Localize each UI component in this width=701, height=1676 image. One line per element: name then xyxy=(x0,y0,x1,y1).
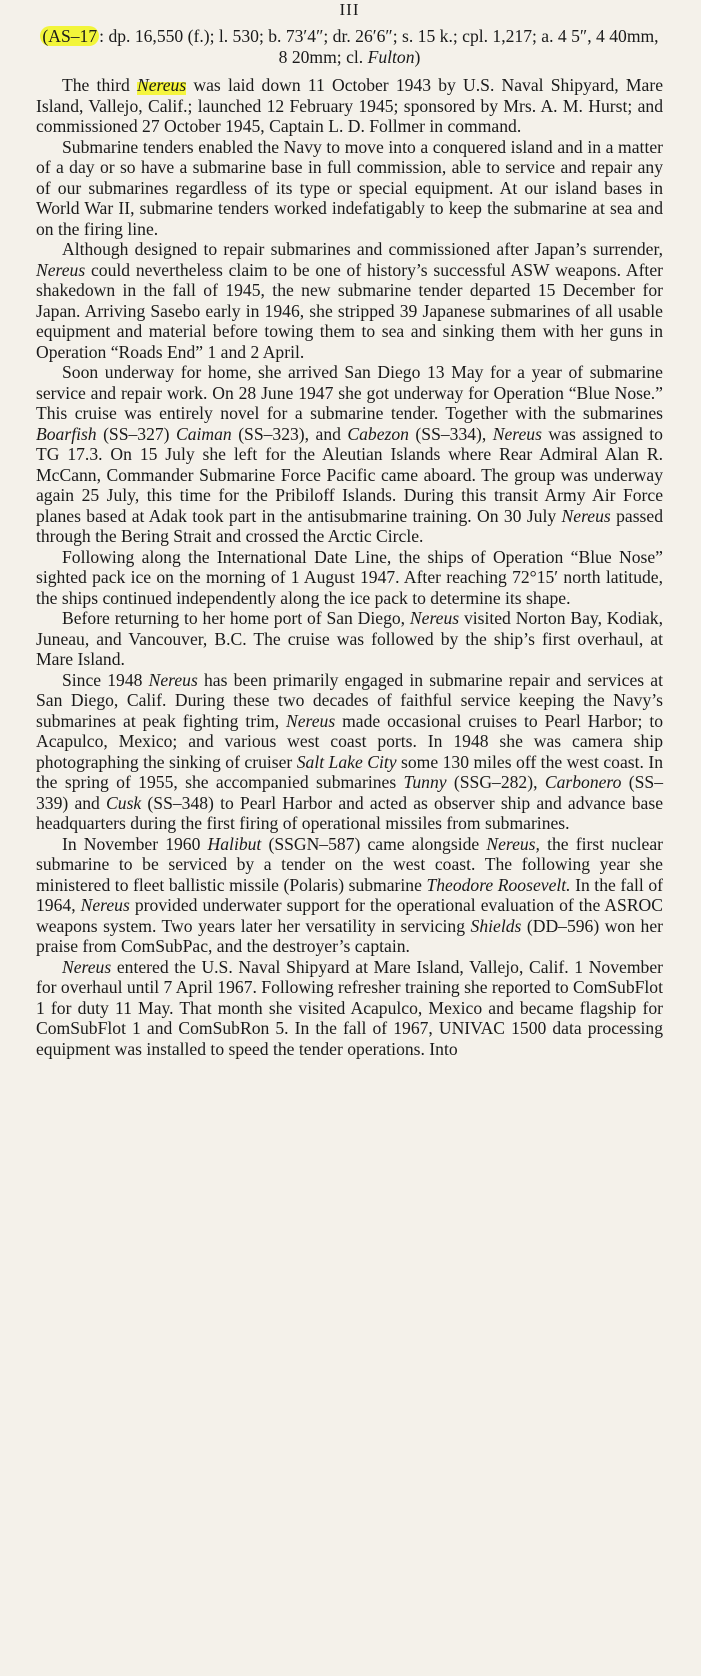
specs-text: : dp. 16,550 (f.); l. 530; b. 73′4″; dr. 26′6″; s. 15 k.; cpl. 1,217; a. 4 5″, 4 40mm, 8 20mm; cl. xyxy=(99,26,659,67)
ship-name-highlight: Nereus xyxy=(137,75,187,95)
paragraph-4 xyxy=(36,362,663,547)
paragraph-2: Submarine tenders enabled the Navy to move into a conquered island and in a matter of a day or so have a submarine base in full commission, able to service and repair any of our submarines regardless of its type or special equipment. At our island bases in World War II, submarine tenders worked indefatigably to keep the submarine at sea and on the firing line. xyxy=(36,136,663,239)
text-run: In the fall of 1964, xyxy=(36,874,663,915)
text-run: visited Norton Bay, Kodiak, Juneau, and Vancouver, B.C. The cruise was followed by the ship’s first overhaul, at Mare Island. xyxy=(36,608,663,669)
text-run: was laid down 11 October 1943 by U.S. Naval Shipyard, Mare Island, Vallejo, Calif.; launched 12 February 1945; sponsored by Mrs. A. M. Hurst; and commissioned 27 October 1945, Captain L. D. Follmer in command. xyxy=(36,75,663,136)
text-run: Before returning to her home port of San Diego, xyxy=(62,608,410,628)
ship-name: Nereus, xyxy=(486,833,540,854)
ship-name: Nereus xyxy=(80,895,130,915)
ship-name: Nereus xyxy=(561,505,611,526)
ship-name: Cabezon xyxy=(347,423,409,444)
paragraph-9 xyxy=(36,957,663,1060)
text-run: entered the U.S. Naval Shipyard at Mare Island, Vallejo, Calif. 1 November for overhaul until 7 April 1967. Following refresher training she reported to ComSubFlot 1 for duty 11 May. That month she visited Acapulco, Mexico and became flagship for ComSubFlot 1 and ComSubRon 5. In the fall of 1967, UNIVAC 1500 data processing equipment was installed to speed the tender operations. Into xyxy=(36,956,663,1059)
ship-name: Nereus xyxy=(286,710,336,731)
text-run: Although designed to repair submarines and commissioned after Japan’s surrender, xyxy=(62,239,663,259)
text-run: (SSG–282), xyxy=(446,772,545,792)
ship-name: Shields xyxy=(470,915,522,936)
ship-specifications xyxy=(36,26,663,67)
text-run: (DD–596) won her praise from ComSubPac, and the destroyer’s captain. xyxy=(36,915,663,956)
text-run: (SS–334), xyxy=(408,423,493,444)
paragraph-5: Following along the International Date Line, the ships of Operation “Blue Nose” sighted pack ice on the morning of 1 August 1947. After reaching 72°15′ north latitude, the ships continued independently along the ice pack to determine its shape. xyxy=(36,546,663,608)
text-run: (SS–327) xyxy=(96,423,176,444)
text-run: passed through the Bering Strait and crossed the Arctic Circle. xyxy=(36,505,663,546)
ship-name: Caiman xyxy=(176,423,232,444)
ship-name: Boarfish xyxy=(36,423,97,444)
ship-name: Nereus xyxy=(62,956,112,977)
text-run: (SS–348) to Pearl Harbor and acted as observer ship and advance base headquarters during the first firing of operational missiles from submarines. xyxy=(36,792,664,833)
specs-close: ) xyxy=(414,46,421,67)
paragraph-3 xyxy=(36,239,663,362)
ship-name: Tunny xyxy=(403,772,447,792)
text-run: has been primarily engaged in submarine repair and services at San Diego, Calif. During these two decades of faithful service keeping the Navy’s submarines at peak fighting trim, xyxy=(36,669,663,731)
paragraph-6 xyxy=(36,608,663,670)
text-run: the first nuclear submarine to be serviced by a tender on the west coast. The following year she ministered to fleet ballistic missile (Polaris) submarine xyxy=(36,833,663,895)
paragraph-8 xyxy=(36,834,663,957)
ship-name: Salt Lake City xyxy=(296,751,397,772)
paragraph-7 xyxy=(36,670,663,834)
page-number: III xyxy=(339,0,360,19)
ship-name: Cusk xyxy=(106,792,142,813)
paragraph-1 xyxy=(36,75,663,137)
ship-name: Halibut xyxy=(207,833,262,854)
ship-name: Nereus xyxy=(148,669,198,690)
article-body xyxy=(36,75,663,1059)
hull-number-highlight: (AS–17 xyxy=(42,26,98,46)
class-name: Fulton xyxy=(367,46,415,67)
text-run: (SSGN–587) came alongside xyxy=(261,833,487,854)
ship-name: Carbonero xyxy=(544,772,622,792)
ship-name: Nereus xyxy=(492,423,542,444)
text-run: some 130 miles off the west coast. In the spring of 1955, she accompanied submarines xyxy=(36,751,663,792)
ship-name: Theodore Roosevelt. xyxy=(426,874,571,895)
text-run: Soon underway for home, she arrived San Diego 13 May for a year of submarine service and repair work. On 28 June 1947 she got underway for Operation “Blue Nose.” This cruise was entirely novel for a submarine tender. Together with the submarines xyxy=(36,362,663,423)
text-run: was assigned to TG 17.3. On 15 July she left for the Aleutian Islands where Rear Admiral Alan R. McCann, Commander Submarine Force Pacific came aboard. The group was underway again 25 July, this time for the Pribiloff Islands. During this transit Army Air Force planes based at Adak took part in the antisubmarine training. On 30 July xyxy=(36,423,663,526)
text-run: (SS–323), and xyxy=(231,423,348,444)
text-run: provided underwater support for the operational evaluation of the ASROC weapons system. Two years later her versatility in servicing xyxy=(36,895,663,936)
ship-name: Nereus xyxy=(409,608,460,628)
text-run: made occasional cruises to Pearl Harbor; to Acapulco, Mexico; and various west coast ports. In 1948 she was camera ship photographing the sinking of cruiser xyxy=(36,710,664,772)
text-run: (SS–339) and xyxy=(36,772,663,813)
text-run: could nevertheless claim to be one of history’s successful ASW weapons. After shakedown in the fall of 1945, the new submarine tender departed 15 December for Japan. Arriving Sasebo early in 1946, she stripped 39 Japanese submarines of all usable equipment and material before towing them to sea and sinking them with her guns in Operation “Roads End” 1 and 2 April. xyxy=(36,259,663,362)
text-run: The third xyxy=(62,75,137,95)
text-run: Since 1948 xyxy=(62,669,149,690)
text-run: In November 1960 xyxy=(62,833,208,854)
ship-name: Nereus xyxy=(36,259,86,280)
